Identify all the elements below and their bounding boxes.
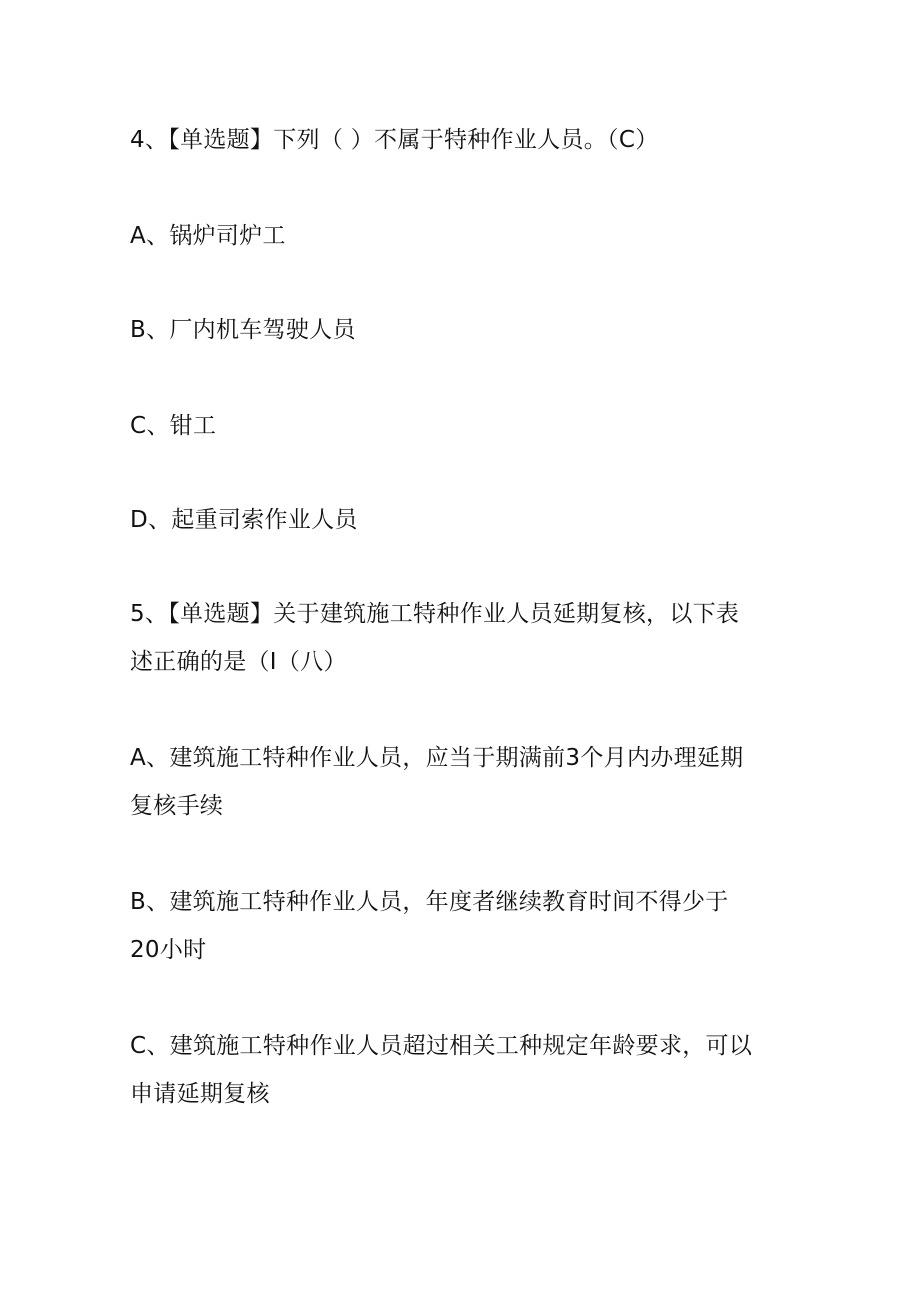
question-5-stem-line-1: 5、【单选题】关于建筑施工特种作业人员延期复核，以下表 <box>130 601 740 627</box>
question-5-option-a-line-1: A、建筑施工特种作业人员，应当于期满前3个月内办理延期 <box>130 745 744 771</box>
question-5-option-b-line-1: B、建筑施工特种作业人员，年度者继续教育时间不得少于 <box>130 889 729 915</box>
question-5-stem-line-2: 述正确的是（I（八） <box>130 649 347 675</box>
question-5-option-c-line-2: 申请延期复核 <box>130 1081 270 1107</box>
question-5-option-a-line-2: 复核手续 <box>130 793 224 819</box>
question-5-option-b-line-2: 20小时 <box>130 937 207 963</box>
question-4-stem: 4、【单选题】下列（ ）不属于特种作业人员。（C） <box>130 127 659 153</box>
question-4-option-c: C、钳工 <box>130 413 217 439</box>
question-4-option-a: A、锅炉司炉工 <box>130 223 286 249</box>
question-4-option-b: B、厂内机车驾驶人员 <box>130 317 356 343</box>
question-4-option-d: D、起重司索作业人员 <box>130 507 358 533</box>
question-5-option-c-line-1: C、建筑施工特种作业人员超过相关工种规定年龄要求，可以 <box>130 1033 753 1059</box>
